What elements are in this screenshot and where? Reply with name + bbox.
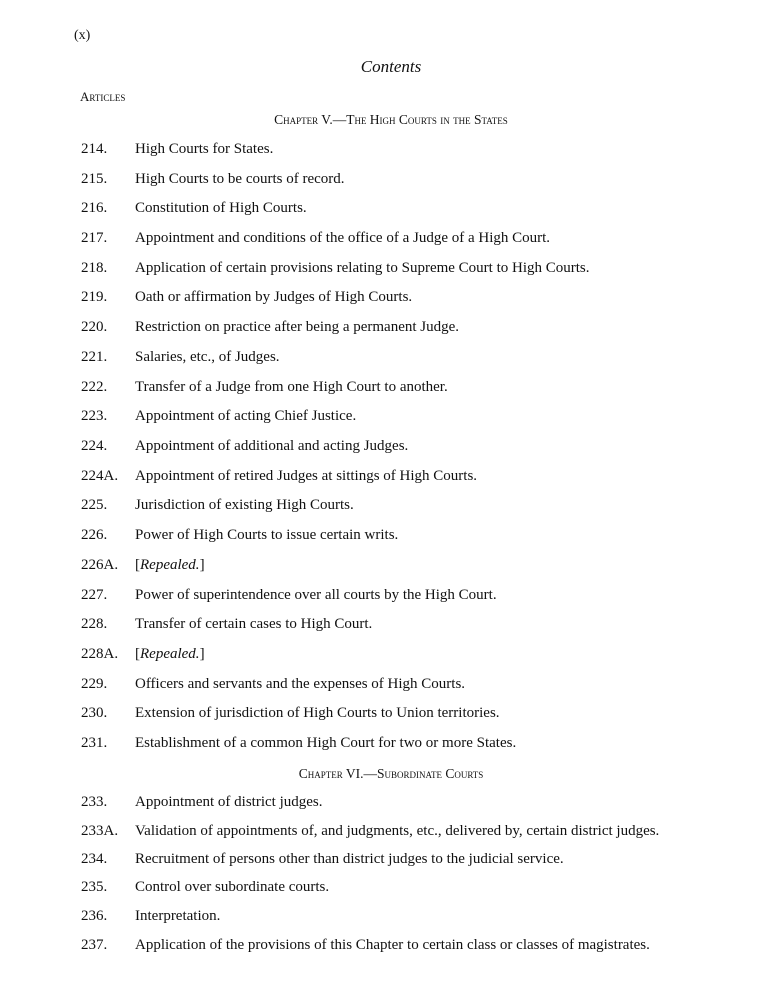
article-number: 226. — [81, 527, 108, 543]
list-item — [81, 438, 408, 455]
article-number: 228A. — [81, 646, 119, 662]
article-title: Restriction on practice after being a permanent Judge. — [135, 319, 460, 335]
list-item — [81, 260, 590, 277]
list-item — [81, 616, 372, 633]
list-item — [81, 230, 550, 247]
article-number: 225. — [81, 497, 108, 513]
article-title: Extension of jurisdiction of High Courts to Union territories. — [135, 705, 500, 721]
list-item — [81, 705, 500, 722]
article-title: Control over subordinate courts. — [135, 879, 330, 895]
list-item — [81, 908, 220, 925]
list-item — [81, 468, 477, 485]
list-item — [81, 319, 459, 336]
article-title: Appointment of retired Judges at sittings of High Courts. — [135, 468, 478, 484]
article-number: 220. — [81, 319, 108, 335]
article-number: 236. — [81, 908, 108, 924]
list-item — [81, 497, 354, 514]
list-item — [81, 379, 448, 396]
article-number: 214. — [81, 141, 108, 157]
article-number: 230. — [81, 705, 108, 721]
list-item — [81, 527, 398, 544]
article-title: Jurisdiction of existing High Courts. — [135, 497, 354, 513]
list-item — [81, 408, 356, 425]
repealed-text: Repealed. — [140, 557, 200, 573]
page-title: Contents — [360, 57, 422, 76]
article-title: Power of superintendence over all courts by the High Court. — [135, 587, 497, 603]
article-title: Application of certain provisions relating to Supreme Court to High Courts. — [135, 260, 590, 276]
list-item — [81, 676, 465, 693]
list-item — [81, 587, 497, 604]
list-item — [81, 289, 412, 306]
article-number: 217. — [81, 230, 108, 246]
article-number: 231. — [81, 735, 108, 751]
article-title: Application of the provisions of this Chapter to certain class or classes of magistrates. — [135, 937, 650, 953]
article-title: Appointment of district judges. — [135, 794, 323, 810]
list-item — [81, 171, 345, 188]
article-number: 237. — [81, 937, 108, 953]
article-number: 223. — [81, 408, 108, 424]
list-item — [81, 851, 564, 868]
list-item — [81, 646, 205, 663]
article-number: 224. — [81, 438, 108, 454]
article-number: 226A. — [81, 557, 119, 573]
articles-label: Articles — [80, 89, 126, 104]
list-item — [81, 141, 273, 158]
article-number: 233A. — [81, 823, 119, 839]
article-title: Interpretation. — [135, 908, 221, 924]
article-number: 221. — [81, 349, 108, 365]
list-item — [81, 794, 322, 811]
article-title: Appointment of additional and acting Judges. — [135, 438, 409, 454]
chapter-heading-vi: Chapter VI.—Subordinate Courts — [298, 766, 484, 781]
article-title: Transfer of a Judge from one High Court to another. — [135, 379, 448, 395]
list-item — [81, 349, 280, 366]
page-number: (x) — [74, 28, 91, 43]
article-title: [Repealed.] — [135, 646, 205, 662]
article-title: Recruitment of persons other than district judges to the judicial service. — [135, 851, 564, 867]
article-title: Appointment of acting Chief Justice. — [135, 408, 357, 424]
article-number: 219. — [81, 289, 108, 305]
article-number: 235. — [81, 879, 108, 895]
list-item — [81, 200, 307, 217]
article-number: 229. — [81, 676, 108, 692]
chapter-heading-v: Chapter V.—The High Courts in the States — [274, 112, 508, 127]
article-number: 228. — [81, 616, 108, 632]
article-title: Appointment and conditions of the office of a Judge of a High Court. — [135, 230, 551, 246]
list-item — [81, 937, 650, 954]
article-title: Oath or affirmation by Judges of High Courts. — [135, 289, 413, 305]
article-title: High Courts for States. — [135, 141, 274, 157]
article-number: 215. — [81, 171, 108, 187]
list-item — [81, 735, 516, 752]
article-number: 234. — [81, 851, 108, 867]
article-number: 216. — [81, 200, 108, 216]
article-title: [Repealed.] — [135, 557, 205, 573]
article-title: Constitution of High Courts. — [135, 200, 307, 216]
article-title: High Courts to be courts of record. — [135, 171, 345, 187]
article-number: 233. — [81, 794, 108, 810]
article-title: Officers and servants and the expenses of High Courts. — [135, 676, 466, 692]
repealed-text: Repealed. — [140, 646, 200, 662]
list-item — [81, 557, 205, 574]
article-title: Salaries, etc., of Judges. — [135, 349, 280, 365]
article-title: Power of High Courts to issue certain writs. — [135, 527, 399, 543]
article-number: 224A. — [81, 468, 119, 484]
article-number: 227. — [81, 587, 108, 603]
article-number: 218. — [81, 260, 108, 276]
article-title: Validation of appointments of, and judgments, etc., delivered by, certain district judges. — [135, 823, 660, 839]
article-number: 222. — [81, 379, 108, 395]
list-item — [81, 823, 659, 840]
list-item — [81, 879, 329, 896]
article-title: Establishment of a common High Court for two or more States. — [135, 735, 517, 751]
article-title: Transfer of certain cases to High Court. — [135, 616, 373, 632]
